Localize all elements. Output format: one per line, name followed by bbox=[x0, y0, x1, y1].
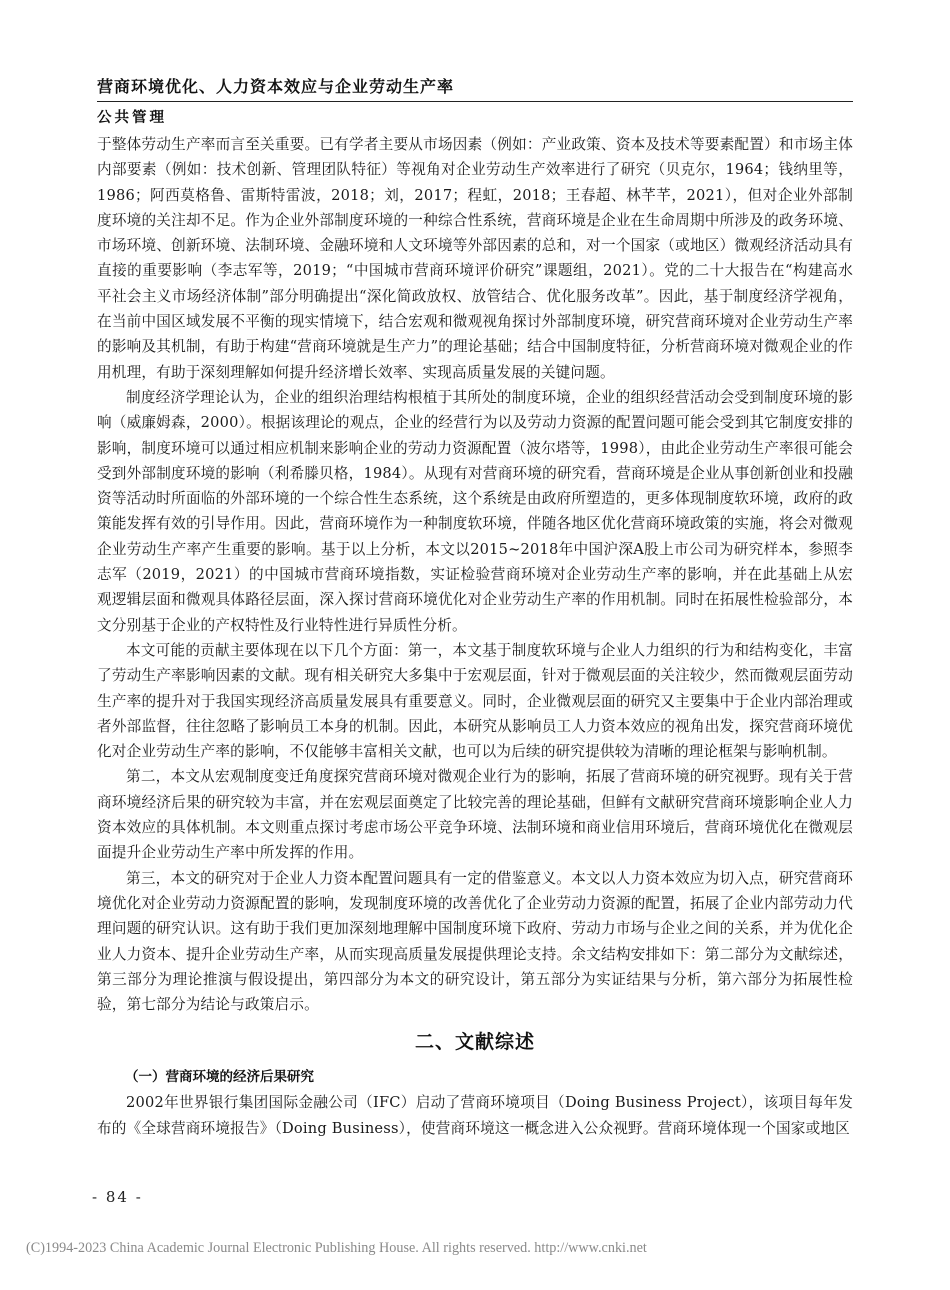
running-title: 营商环境优化、人力资本效应与企业劳动生产率 bbox=[97, 77, 455, 96]
article-body bbox=[97, 132, 853, 1141]
body-paragraph: 第二，本文从宏观制度变迁角度探究营商环境对微观企业行为的影响，拓展了营商环境的研究视野。现有关于营商环境经济后果的研究较为丰富，并在宏观层面奠定了比较完善的理论基础，但鲜有文献研究营商环境影响企业人力资本效应的具体机制。本文则重点探讨考虑市场公平竞争环境、法制环境和商业信用环境后，营商环境优化在微观层面提升企业劳动生产率中所发挥的作用。 bbox=[97, 768, 853, 862]
header-rule bbox=[97, 101, 853, 102]
subsection-heading: （一）营商环境的经济后果研究 bbox=[125, 1069, 314, 1086]
body-paragraph: 本文可能的贡献主要体现在以下几个方面：第一，本文基于制度软环境与企业人力组织的行为和结构变化，丰富了劳动生产率影响因素的文献。现有相关研究大多集中于宏观层面，针对于微观层面的关注较少，然而微观层面劳动生产率的提升对于我国实现经济高质量发展具有重要意义。同时，企业微观层面的研究又主要集中于企业内部治理或者外部监督，往往忽略了影响员工本身的机制。因此，本研究从影响员工人力资本效应的视角出发，探究营商环境优化对企业劳动生产率的影响，不仅能够丰富相关文献，也可以为后续的研究提供较为清晰的理论框架与影响机制。 bbox=[97, 641, 853, 761]
body-paragraph: 制度经济学理论认为，企业的组织治理结构根植于其所处的制度环境，企业的组织经营活动会受到制度环境的影响（威廉姆森，2000）。根据该理论的观点，企业的经营行为以及劳动力资源的配置问题可能会受到其它制度安排的影响，制度环境可以通过相应机制来影响企业的劳动力资源配置（波尔塔等，1998），由此企业劳动生产率很可能会受到外部制度环境的影响（利希滕贝格，1984）。从现有对营商环境的研究看，营商环境是企业从事创新创业和投融资等活动时所面临的外部环境的一个综合性生态系统，这个系统是由政府所塑造的，更多体现制度软环境，政府的政策能发挥有效的引导作用。因此，营商环境作为一种制度软环境，伴随各地区优化营商环境政策的实施，将会对微观企业劳动生产率产生重要的影响。基于以上分析，本文以2015~2018年中国沪深A股上市公司为研究样本，参照李志军（2019，2021）的中国城市营商环境指数，实证检验营商环境对企业劳动生产率的影响，并在此基础上从宏观逻辑层面和微观具体路径层面，深入探讨营商环境优化对企业劳动生产率的作用机制。同时在拓展性检验部分，本文分别基于企业的产权特性及行业特性进行异质性分析。 bbox=[97, 388, 853, 634]
journal-name: 公共管理 bbox=[97, 110, 167, 126]
body-paragraph: 第三，本文的研究对于企业人力资本配置问题具有一定的借鉴意义。本文以人力资本效应为切入点，研究营商环境优化对企业劳动力资源配置的影响，发现制度环境的改善优化了企业劳动力资源的配置，拓展了企业内部劳动力代理问题的研究认识。这有助于我们更加深刻地理解中国制度环境下政府、劳动力市场与企业之间的关系，并为优化企业人力资本、提升企业劳动生产率，从而实现高质量发展提供理论支持。余文结构安排如下：第二部分为文献综述，第三部分为理论推演与假设提出，第四部分为本文的研究设计，第五部分为实证结果与分析，第六部分为拓展性检验，第七部分为结论与政策启示。 bbox=[97, 869, 853, 1014]
page-number: - 84 - bbox=[92, 1188, 143, 1206]
copyright-notice: (C)1994-2023 China Academic Journal Electronic Publishing House. All rights reserved. http://www.cnki.net bbox=[26, 1240, 647, 1256]
body-paragraph: 于整体劳动生产率而言至关重要。已有学者主要从市场因素（例如：产业政策、资本及技术等要素配置）和市场主体内部要素（例如：技术创新、管理团队特征）等视角对企业劳动生产效率进行了研究（贝克尔，1964；钱纳里等，1986；阿西莫格鲁、雷斯特雷波，2018；刘，2017；程虹，2018；王春超、林芊芊，2021），但对企业外部制度环境的关注却不足。作为企业外部制度环境的一种综合性系统，营商环境是企业在生命周期中所涉及的政务环境、市场环境、创新环境、法制环境、金融环境和人文环境等外部因素的总和，对一个国家（或地区）微观经济活动具有直接的重要影响（李志军等，2019；“中国城市营商环境评价研究”课题组，2021）。党的二十大报告在“构建高水平社会主义市场经济体制”部分明确提出“深化简政放权、放管结合、优化服务改革”。因此，基于制度经济学视角，在当前中国区域发展不平衡的现实情境下，结合宏观和微观视角探讨外部制度环境，研究营商环境对企业劳动生产率的影响及其机制，有助于构建“营商环境就是生产力”的理论基础；结合中国制度特征，分析营商环境对微观企业的作用机理，有助于深刻理解如何提升经济增长效率、实现高质量发展的关键问题。 bbox=[97, 136, 853, 381]
section-heading: 二、文献综述 bbox=[414, 1031, 535, 1054]
body-paragraph: 2002年世界银行集团国际金融公司（IFC）启动了营商环境项目（Doing Business Project），该项目每年发布的《全球营商环境报告》（Doing Business），使营商环境这一概念进入公众视野。营商环境体现一个国家或地区 bbox=[97, 1094, 853, 1137]
